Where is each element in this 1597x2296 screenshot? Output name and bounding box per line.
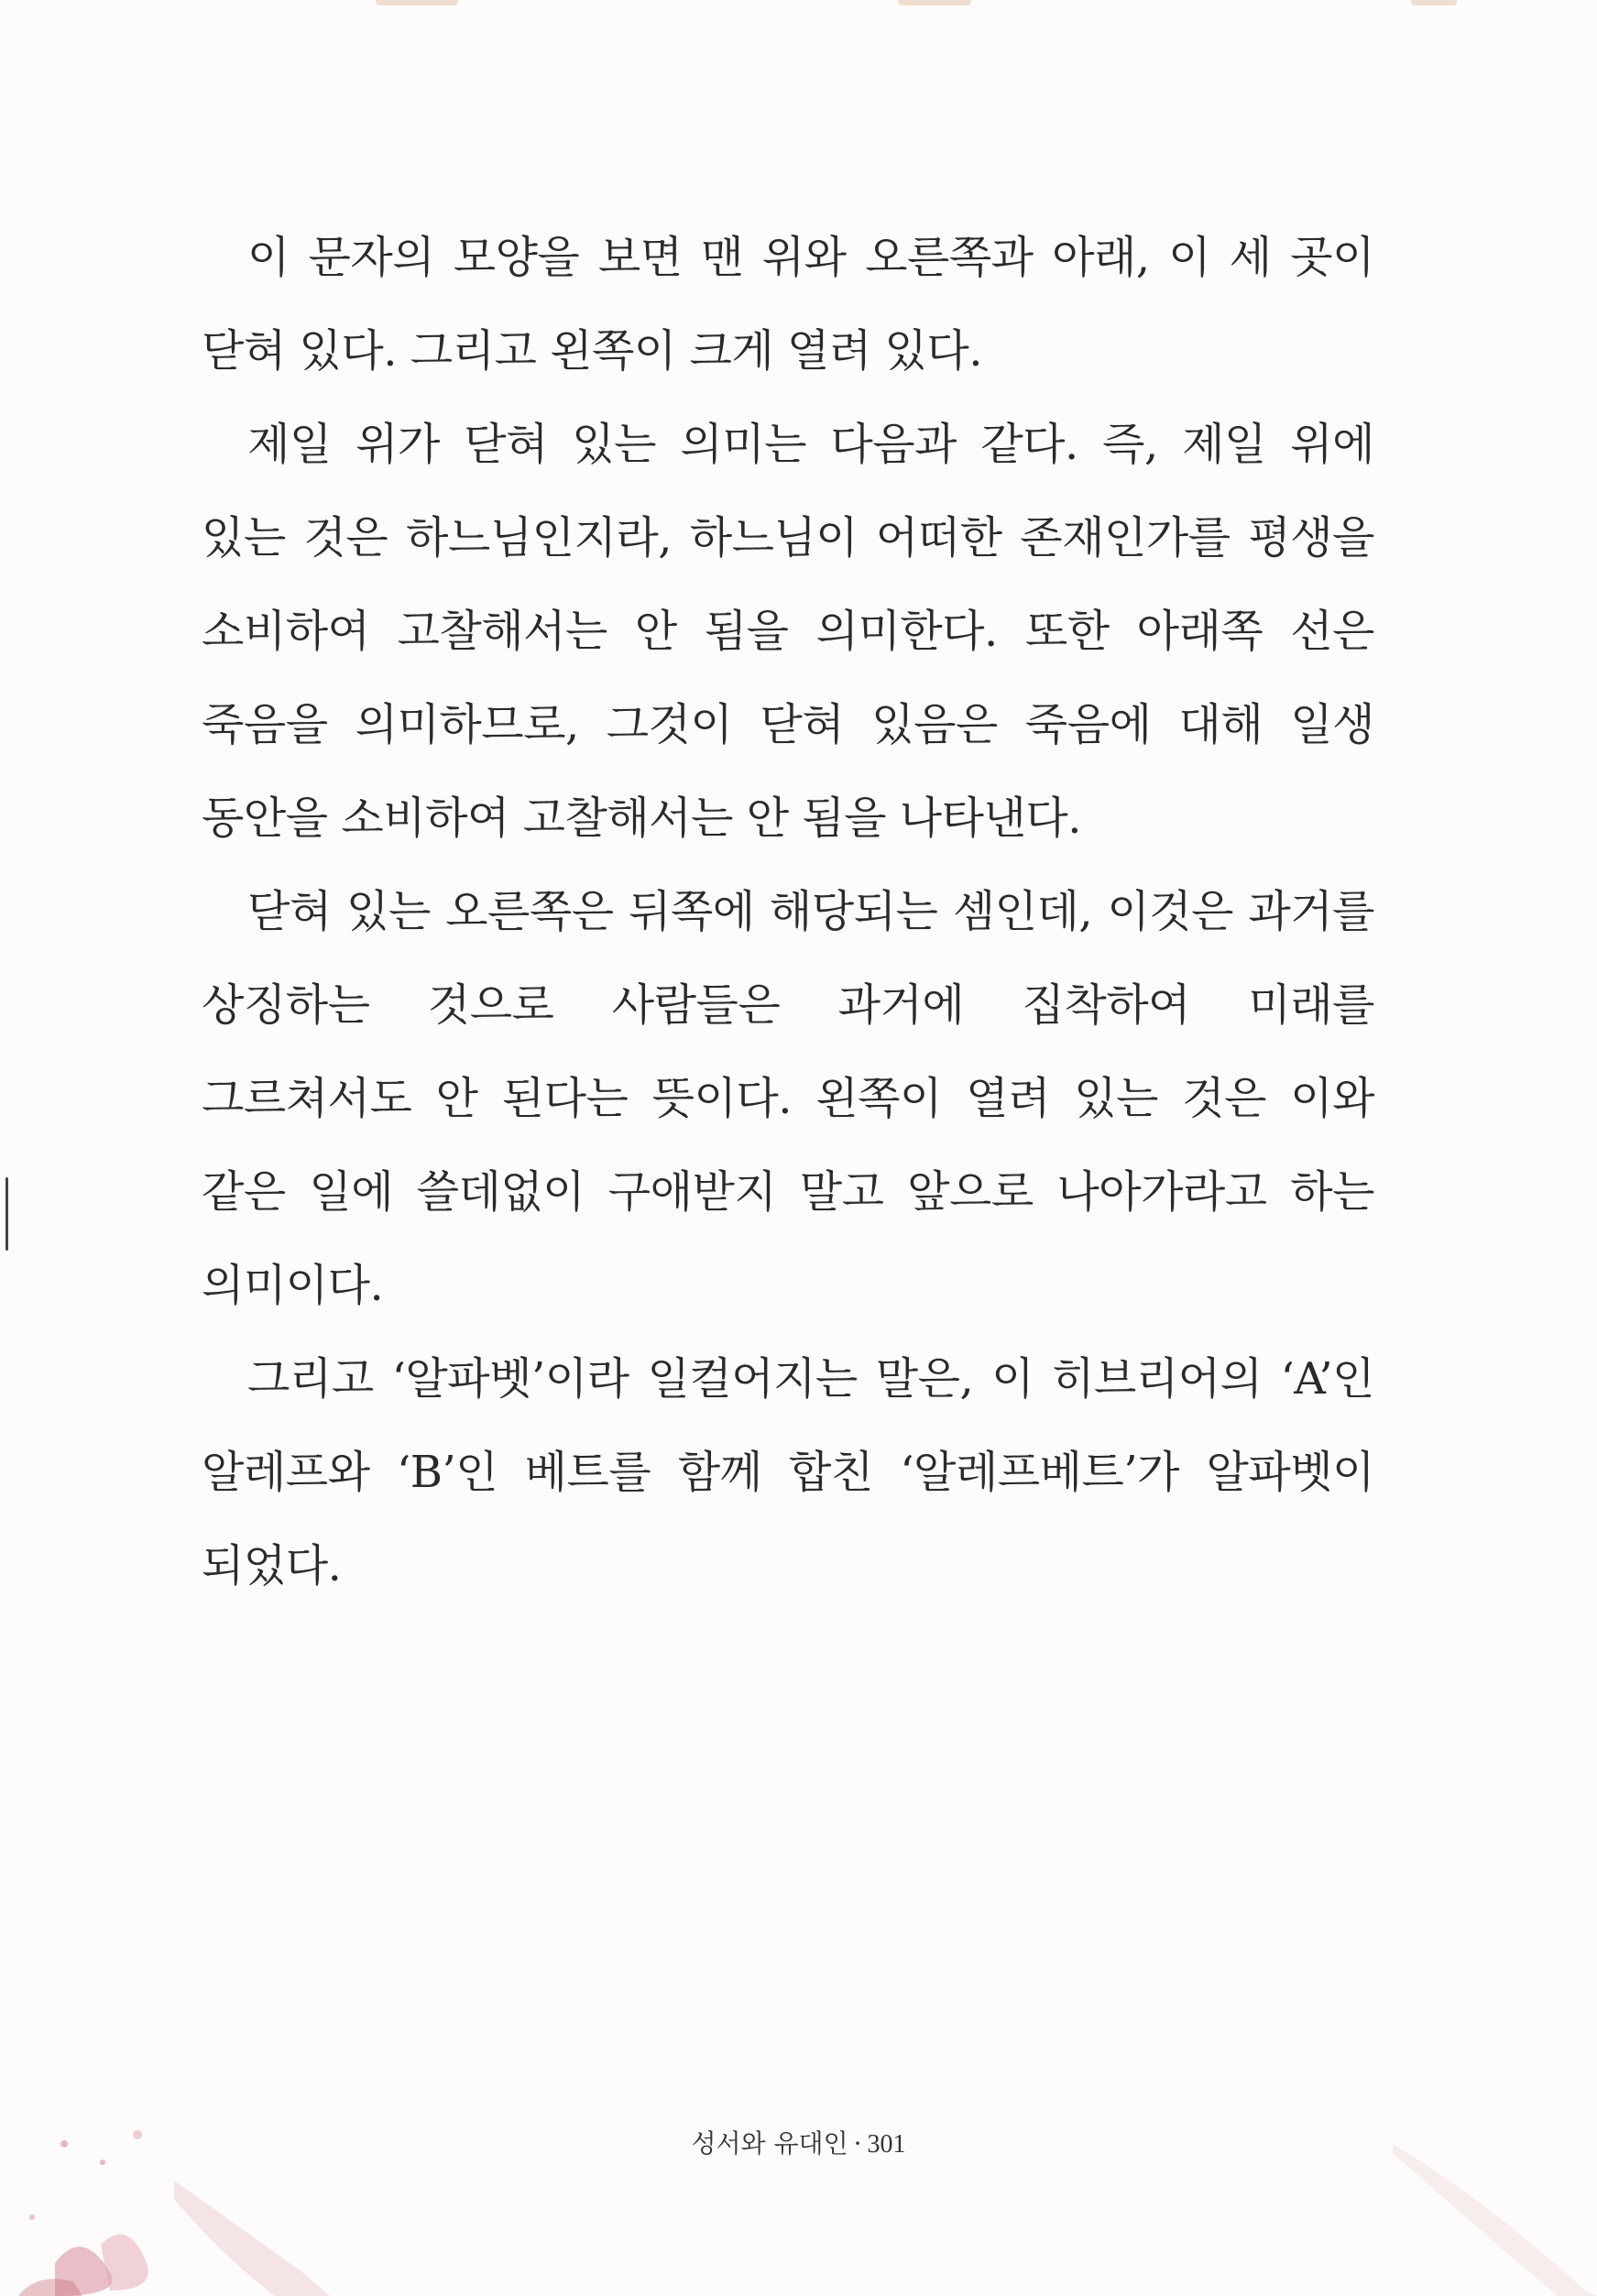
paragraph: 이 문자의 모양을 보면 맨 위와 오른쪽과 아래, 이 세 곳이 닫혀 있다. 그리고 왼쪽이 크게 열려 있다. xyxy=(202,232,1374,377)
top-edge-stain xyxy=(376,0,458,5)
page-number: 301 xyxy=(867,2130,906,2159)
running-footer xyxy=(0,2124,1597,2160)
ink-stain-bottom-left xyxy=(0,2089,385,2296)
paragraph: 닫혀 있는 오른쪽은 뒤쪽에 해당되는 셈인데, 이것은 과거를 상징하는 것으로 사람들은 과거에 집착하여 미래를 그르쳐서도 안 된다는 뜻이다. 왼쪽이 열려 있는 것은 이와 같은 일에 쓸데없이 구애받지 말고 앞으로 나아가라고 하는 의미이다. xyxy=(202,886,1374,1311)
paragraph: 그리고 ‘알파벳’이라 일컬어지는 말은, 이 히브리어의 ‘A’인 알레프와 ‘B’인 베트를 함께 합친 ‘알레프베트’가 알파벳이 되었다. xyxy=(202,1353,1374,1591)
margin-pencil-mark xyxy=(5,1177,8,1251)
body-text xyxy=(202,211,1374,1613)
top-edge-stain xyxy=(1411,0,1457,5)
paragraph: 제일 위가 닫혀 있는 의미는 다음과 같다. 즉, 제일 위에 있는 것은 하느님인지라, 하느님이 어떠한 존재인가를 평생을 소비하여 고찰해서는 안 됨을 의미한다. 또한 아래쪽 선은 죽음을 의미하므로, 그것이 닫혀 있음은 죽음에 대해 일생 동안을 소비하여 고찰해서는 안 됨을 나타낸다. xyxy=(202,419,1374,844)
book-title: 성서와 유대인 xyxy=(691,2128,848,2159)
footer-separator: · xyxy=(853,2128,862,2159)
top-edge-stain xyxy=(898,0,971,5)
